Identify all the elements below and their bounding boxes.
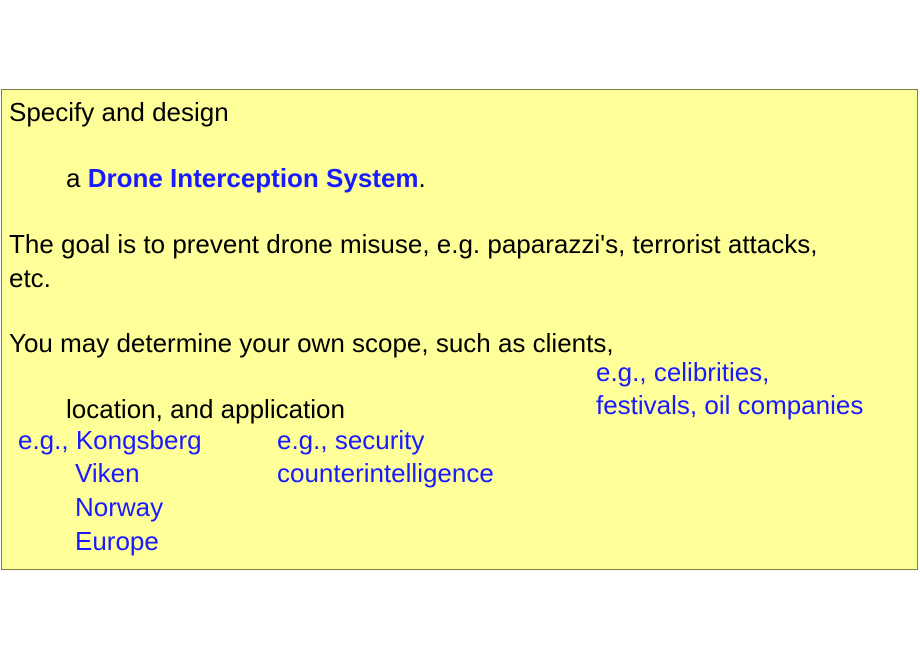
goal-line-1: The goal is to prevent drone misuse, e.g. paparazzi's, terrorist attacks,	[9, 229, 818, 259]
scope-line-1: You may determine your own scope, such as clients,	[9, 328, 614, 358]
scope-line-2: location, and application	[66, 394, 345, 424]
application-example-1: e.g., security	[277, 425, 425, 455]
intro-line: Specify and design	[9, 97, 229, 127]
system-suffix: .	[418, 163, 426, 193]
location-example-3: Norway	[75, 492, 164, 522]
clients-example-1: e.g., celibrities,	[596, 357, 770, 387]
location-example-2: Viken	[75, 458, 140, 488]
location-example-4: Europe	[75, 526, 159, 556]
location-example-1: e.g., Kongsberg	[18, 425, 202, 455]
system-prefix: a	[66, 163, 88, 193]
application-example-2: counterintelligence	[277, 458, 494, 488]
clients-example-2: festivals, oil companies	[596, 390, 864, 420]
goal-line-2: etc.	[9, 263, 51, 293]
system-name: Drone Interception System	[87, 163, 419, 193]
system-line	[66, 163, 426, 193]
